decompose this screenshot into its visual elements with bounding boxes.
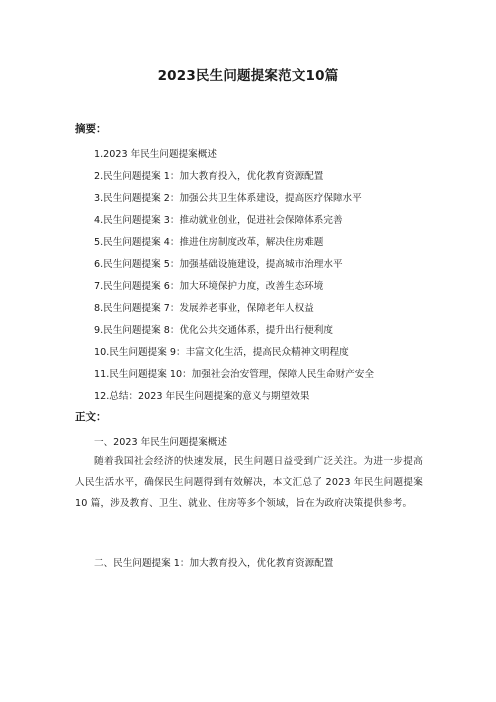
abstract-label: 摘要：: [75, 123, 107, 135]
section-heading: 一、2023 年民生问题提案概述: [94, 437, 227, 448]
abstract-item: 9.民生问题提案 8：优化公共交通体系，提升出行便利度: [94, 325, 333, 336]
document-title: 2023民生问题提案范文10篇: [157, 68, 339, 84]
section-paragraph: 随着我国社会经济的快速发展，民生问题日益受到广泛关注。为进一步提高人民生活水平，确保民生问题得到有效解决，本文汇总了 2023 年民生问题提案 10 篇，涉及教育、卫生、就业、住房等多个领域，旨在为政府决策提供参考。: [75, 456, 423, 509]
abstract-item: 2.民生问题提案 1：加大教育投入，优化教育资源配置: [94, 171, 324, 182]
section-heading: 二、民生问题提案 1：加大教育投入，优化教育资源配置: [94, 558, 334, 569]
abstract-item: 12.总结：2023 年民生问题提案的意义与期望效果: [94, 391, 310, 402]
abstract-item: 10.民生问题提案 9：丰富文化生活，提高民众精神文明程度: [94, 347, 349, 358]
body-label: 正文：: [75, 411, 107, 423]
abstract-item: 3.民生问题提案 2：加强公共卫生体系建设，提高医疗保障水平: [94, 193, 362, 204]
abstract-item: 1.2023 年民生问题提案概述: [94, 149, 217, 160]
abstract-item: 6.民生问题提案 5：加强基础设施建设，提高城市治理水平: [94, 259, 343, 270]
abstract-item: 8.民生问题提案 7：发展养老事业，保障老年人权益: [94, 303, 314, 314]
abstract-item: 4.民生问题提案 3：推动就业创业，促进社会保障体系完善: [94, 215, 343, 226]
abstract-item: 11.民生问题提案 10：加强社会治安管理，保障人民生命财产安全: [94, 369, 374, 380]
abstract-item: 5.民生问题提案 4：推进住房制度改革，解决住房难题: [94, 237, 324, 248]
abstract-item: 7.民生问题提案 6：加大环境保护力度，改善生态环境: [94, 281, 324, 292]
